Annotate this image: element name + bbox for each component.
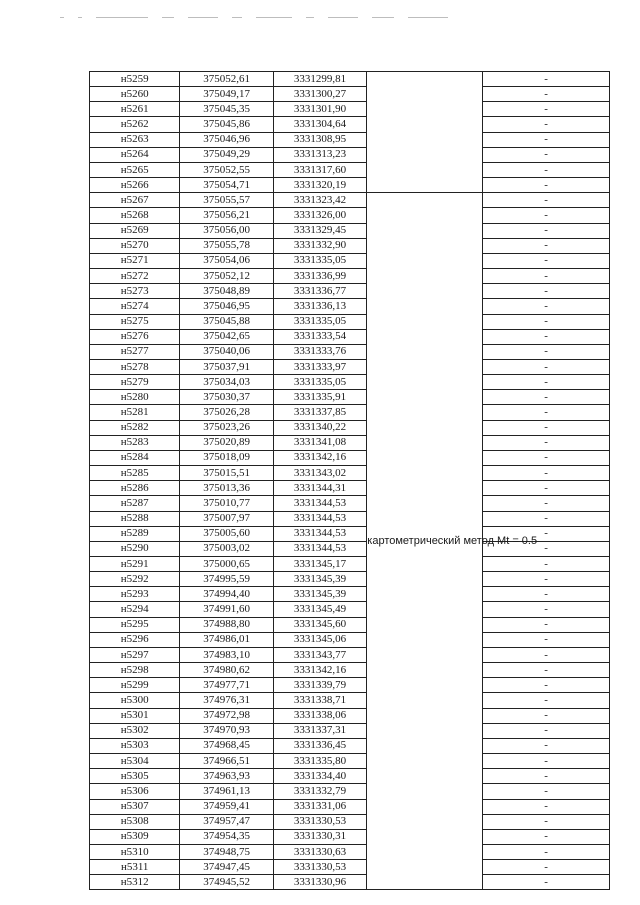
point-id-cell: н5298 <box>90 663 180 678</box>
y-coordinate-cell: 3331345,17 <box>273 557 366 572</box>
table-row <box>90 329 610 344</box>
y-coordinate-cell: 3331333,54 <box>273 329 366 344</box>
note-cell: - <box>483 799 610 814</box>
note-cell: - <box>483 754 610 769</box>
x-coordinate-cell: 375046,96 <box>180 132 273 147</box>
point-id-cell: н5300 <box>90 693 180 708</box>
table-row <box>90 754 610 769</box>
x-coordinate-cell: 375015,51 <box>180 466 273 481</box>
point-id-cell: н5306 <box>90 784 180 799</box>
y-coordinate-cell: 3331330,96 <box>273 875 366 890</box>
table-row <box>90 557 610 572</box>
table-row <box>90 769 610 784</box>
note-cell: - <box>483 223 610 238</box>
table-row <box>90 511 610 526</box>
table-row <box>90 844 610 859</box>
point-id-cell: н5268 <box>90 208 180 223</box>
y-coordinate-cell: 3331301,90 <box>273 102 366 117</box>
y-coordinate-cell: 3331344,53 <box>273 496 366 511</box>
table-row <box>90 496 610 511</box>
table-row <box>90 147 610 162</box>
x-coordinate-cell: 375042,65 <box>180 329 273 344</box>
table-row <box>90 253 610 268</box>
table-row <box>90 87 610 102</box>
y-coordinate-cell: 3331304,64 <box>273 117 366 132</box>
note-cell: - <box>483 375 610 390</box>
note-cell: - <box>483 617 610 632</box>
point-id-cell: н5312 <box>90 875 180 890</box>
table-row <box>90 299 610 314</box>
note-cell: - <box>483 693 610 708</box>
note-cell: - <box>483 738 610 753</box>
point-id-cell: н5260 <box>90 87 180 102</box>
note-cell: - <box>483 405 610 420</box>
note-cell: - <box>483 814 610 829</box>
y-coordinate-cell: 3331308,95 <box>273 132 366 147</box>
note-cell: - <box>483 572 610 587</box>
x-coordinate-cell: 374961,13 <box>180 784 273 799</box>
table-row <box>90 375 610 390</box>
point-id-cell: н5279 <box>90 375 180 390</box>
note-cell: - <box>483 238 610 253</box>
table-row <box>90 102 610 117</box>
y-coordinate-cell: 3331330,63 <box>273 844 366 859</box>
point-id-cell: н5295 <box>90 617 180 632</box>
point-id-cell: н5311 <box>90 860 180 875</box>
table-row <box>90 238 610 253</box>
table-row <box>90 117 610 132</box>
note-cell: - <box>483 647 610 662</box>
table-row <box>90 162 610 177</box>
table-row <box>90 193 610 208</box>
y-coordinate-cell: 3331335,05 <box>273 253 366 268</box>
point-id-cell: н5299 <box>90 678 180 693</box>
y-coordinate-cell: 3331333,97 <box>273 359 366 374</box>
x-coordinate-cell: 374995,59 <box>180 572 273 587</box>
point-id-cell: н5277 <box>90 344 180 359</box>
note-cell: - <box>483 253 610 268</box>
scan-header-artifact <box>60 8 580 14</box>
y-coordinate-cell: 3331336,45 <box>273 738 366 753</box>
x-coordinate-cell: 375037,91 <box>180 359 273 374</box>
table-row <box>90 572 610 587</box>
x-coordinate-cell: 374963,93 <box>180 769 273 784</box>
point-id-cell: н5287 <box>90 496 180 511</box>
table-row <box>90 466 610 481</box>
y-coordinate-cell: 3331345,60 <box>273 617 366 632</box>
table-row <box>90 814 610 829</box>
note-cell: - <box>483 284 610 299</box>
y-coordinate-cell: 3331300,27 <box>273 87 366 102</box>
x-coordinate-cell: 374945,52 <box>180 875 273 890</box>
x-coordinate-cell: 374948,75 <box>180 844 273 859</box>
coordinates-table <box>89 71 610 890</box>
y-coordinate-cell: 3331326,00 <box>273 208 366 223</box>
table-row <box>90 647 610 662</box>
method-cell: картометрический метод Mt = 0.5 <box>367 193 483 890</box>
y-coordinate-cell: 3331335,05 <box>273 375 366 390</box>
x-coordinate-cell: 375052,55 <box>180 162 273 177</box>
y-coordinate-cell: 3331331,06 <box>273 799 366 814</box>
table-row <box>90 587 610 602</box>
point-id-cell: н5285 <box>90 466 180 481</box>
table-row <box>90 860 610 875</box>
x-coordinate-cell: 374968,45 <box>180 738 273 753</box>
note-cell: - <box>483 117 610 132</box>
table-row <box>90 632 610 647</box>
point-id-cell: н5303 <box>90 738 180 753</box>
note-cell: - <box>483 208 610 223</box>
point-id-cell: н5289 <box>90 526 180 541</box>
table-row <box>90 405 610 420</box>
x-coordinate-cell: 375005,60 <box>180 526 273 541</box>
table-row <box>90 602 610 617</box>
y-coordinate-cell: 3331344,53 <box>273 526 366 541</box>
x-coordinate-cell: 375052,61 <box>180 72 273 87</box>
note-cell: - <box>483 511 610 526</box>
x-coordinate-cell: 374988,80 <box>180 617 273 632</box>
y-coordinate-cell: 3331342,16 <box>273 450 366 465</box>
point-id-cell: н5276 <box>90 329 180 344</box>
y-coordinate-cell: 3331336,77 <box>273 284 366 299</box>
point-id-cell: н5265 <box>90 162 180 177</box>
y-coordinate-cell: 3331336,13 <box>273 299 366 314</box>
point-id-cell: н5305 <box>90 769 180 784</box>
y-coordinate-cell: 3331337,31 <box>273 723 366 738</box>
x-coordinate-cell: 374970,93 <box>180 723 273 738</box>
table-row <box>90 284 610 299</box>
table-row <box>90 390 610 405</box>
x-coordinate-cell: 375055,78 <box>180 238 273 253</box>
table-row <box>90 799 610 814</box>
point-id-cell: н5310 <box>90 844 180 859</box>
y-coordinate-cell: 3331329,45 <box>273 223 366 238</box>
y-coordinate-cell: 3331339,79 <box>273 678 366 693</box>
point-id-cell: н5272 <box>90 269 180 284</box>
x-coordinate-cell: 375056,00 <box>180 223 273 238</box>
note-cell: - <box>483 269 610 284</box>
point-id-cell: н5264 <box>90 147 180 162</box>
point-id-cell: н5294 <box>90 602 180 617</box>
note-cell: - <box>483 829 610 844</box>
x-coordinate-cell: 375045,35 <box>180 102 273 117</box>
x-coordinate-cell: 374954,35 <box>180 829 273 844</box>
x-coordinate-cell: 374986,01 <box>180 632 273 647</box>
note-cell: - <box>483 178 610 193</box>
y-coordinate-cell: 3331317,60 <box>273 162 366 177</box>
table-row <box>90 663 610 678</box>
point-id-cell: н5262 <box>90 117 180 132</box>
table-row <box>90 678 610 693</box>
point-id-cell: н5275 <box>90 314 180 329</box>
note-cell: - <box>483 784 610 799</box>
point-id-cell: н5309 <box>90 829 180 844</box>
note-cell: - <box>483 87 610 102</box>
x-coordinate-cell: 375023,26 <box>180 420 273 435</box>
x-coordinate-cell: 375046,95 <box>180 299 273 314</box>
y-coordinate-cell: 3331336,99 <box>273 269 366 284</box>
table-row <box>90 435 610 450</box>
point-id-cell: н5290 <box>90 541 180 556</box>
note-cell: - <box>483 132 610 147</box>
table-row <box>90 269 610 284</box>
y-coordinate-cell: 3331344,53 <box>273 541 366 556</box>
note-cell: - <box>483 102 610 117</box>
point-id-cell: н5293 <box>90 587 180 602</box>
x-coordinate-cell: 374959,41 <box>180 799 273 814</box>
x-coordinate-cell: 375020,89 <box>180 435 273 450</box>
point-id-cell: н5291 <box>90 557 180 572</box>
point-id-cell: н5284 <box>90 450 180 465</box>
y-coordinate-cell: 3331330,53 <box>273 860 366 875</box>
table-row <box>90 132 610 147</box>
table-row <box>90 693 610 708</box>
table-row <box>90 708 610 723</box>
note-cell: - <box>483 299 610 314</box>
table-row <box>90 829 610 844</box>
table-row <box>90 178 610 193</box>
x-coordinate-cell: 375040,06 <box>180 344 273 359</box>
note-cell: - <box>483 708 610 723</box>
point-id-cell: н5266 <box>90 178 180 193</box>
point-id-cell: н5274 <box>90 299 180 314</box>
note-cell: - <box>483 481 610 496</box>
x-coordinate-cell: 374994,40 <box>180 587 273 602</box>
x-coordinate-cell: 374977,71 <box>180 678 273 693</box>
x-coordinate-cell: 375049,17 <box>180 87 273 102</box>
point-id-cell: н5282 <box>90 420 180 435</box>
x-coordinate-cell: 374980,62 <box>180 663 273 678</box>
table-row <box>90 344 610 359</box>
x-coordinate-cell: 374976,31 <box>180 693 273 708</box>
y-coordinate-cell: 3331334,40 <box>273 769 366 784</box>
note-cell: - <box>483 526 610 541</box>
note-cell: - <box>483 359 610 374</box>
table-row <box>90 208 610 223</box>
y-coordinate-cell: 3331320,19 <box>273 178 366 193</box>
y-coordinate-cell: 3331344,31 <box>273 481 366 496</box>
point-id-cell: н5259 <box>90 72 180 87</box>
table-row <box>90 450 610 465</box>
x-coordinate-cell: 375049,29 <box>180 147 273 162</box>
x-coordinate-cell: 375054,71 <box>180 178 273 193</box>
x-coordinate-cell: 375013,36 <box>180 481 273 496</box>
point-id-cell: н5280 <box>90 390 180 405</box>
note-cell: - <box>483 450 610 465</box>
y-coordinate-cell: 3331344,53 <box>273 511 366 526</box>
y-coordinate-cell: 3331332,90 <box>273 238 366 253</box>
note-cell: - <box>483 663 610 678</box>
x-coordinate-cell: 374983,10 <box>180 647 273 662</box>
x-coordinate-cell: 375054,06 <box>180 253 273 268</box>
note-cell: - <box>483 147 610 162</box>
x-coordinate-cell: 375030,37 <box>180 390 273 405</box>
x-coordinate-cell: 375034,03 <box>180 375 273 390</box>
table-row <box>90 420 610 435</box>
x-coordinate-cell: 375003,02 <box>180 541 273 556</box>
x-coordinate-cell: 375045,88 <box>180 314 273 329</box>
point-id-cell: н5263 <box>90 132 180 147</box>
table-row <box>90 359 610 374</box>
point-id-cell: н5281 <box>90 405 180 420</box>
y-coordinate-cell: 3331335,80 <box>273 754 366 769</box>
note-cell: - <box>483 466 610 481</box>
note-cell: - <box>483 390 610 405</box>
point-id-cell: н5261 <box>90 102 180 117</box>
note-cell: - <box>483 314 610 329</box>
table-row <box>90 784 610 799</box>
note-cell: - <box>483 435 610 450</box>
point-id-cell: н5269 <box>90 223 180 238</box>
y-coordinate-cell: 3331330,31 <box>273 829 366 844</box>
y-coordinate-cell: 3331333,76 <box>273 344 366 359</box>
y-coordinate-cell: 3331343,77 <box>273 647 366 662</box>
point-id-cell: н5283 <box>90 435 180 450</box>
point-id-cell: н5271 <box>90 253 180 268</box>
y-coordinate-cell: 3331342,16 <box>273 663 366 678</box>
note-cell: - <box>483 678 610 693</box>
note-cell: - <box>483 162 610 177</box>
note-cell: - <box>483 875 610 890</box>
table-row <box>90 72 610 87</box>
x-coordinate-cell: 375045,86 <box>180 117 273 132</box>
method-cell-empty <box>367 72 483 193</box>
x-coordinate-cell: 375055,57 <box>180 193 273 208</box>
note-cell: - <box>483 344 610 359</box>
table-row <box>90 223 610 238</box>
y-coordinate-cell: 3331323,42 <box>273 193 366 208</box>
x-coordinate-cell: 375007,97 <box>180 511 273 526</box>
x-coordinate-cell: 374957,47 <box>180 814 273 829</box>
point-id-cell: н5273 <box>90 284 180 299</box>
x-coordinate-cell: 374947,45 <box>180 860 273 875</box>
y-coordinate-cell: 3331337,85 <box>273 405 366 420</box>
table-row <box>90 314 610 329</box>
table-row <box>90 738 610 753</box>
point-id-cell: н5270 <box>90 238 180 253</box>
note-cell: - <box>483 723 610 738</box>
y-coordinate-cell: 3331340,22 <box>273 420 366 435</box>
point-id-cell: н5286 <box>90 481 180 496</box>
table-row <box>90 481 610 496</box>
y-coordinate-cell: 3331335,91 <box>273 390 366 405</box>
table-row <box>90 875 610 890</box>
y-coordinate-cell: 3331345,06 <box>273 632 366 647</box>
note-cell: - <box>483 72 610 87</box>
y-coordinate-cell: 3331345,39 <box>273 572 366 587</box>
table-row <box>90 723 610 738</box>
y-coordinate-cell: 3331330,53 <box>273 814 366 829</box>
point-id-cell: н5307 <box>90 799 180 814</box>
y-coordinate-cell: 3331338,06 <box>273 708 366 723</box>
note-cell: - <box>483 860 610 875</box>
y-coordinate-cell: 3331341,08 <box>273 435 366 450</box>
point-id-cell: н5267 <box>90 193 180 208</box>
point-id-cell: н5302 <box>90 723 180 738</box>
x-coordinate-cell: 374972,98 <box>180 708 273 723</box>
x-coordinate-cell: 375048,89 <box>180 284 273 299</box>
x-coordinate-cell: 374966,51 <box>180 754 273 769</box>
y-coordinate-cell: 3331299,81 <box>273 72 366 87</box>
x-coordinate-cell: 375018,09 <box>180 450 273 465</box>
y-coordinate-cell: 3331345,39 <box>273 587 366 602</box>
y-coordinate-cell: 3331338,71 <box>273 693 366 708</box>
point-id-cell: н5292 <box>90 572 180 587</box>
x-coordinate-cell: 375056,21 <box>180 208 273 223</box>
y-coordinate-cell: 3331335,05 <box>273 314 366 329</box>
point-id-cell: н5297 <box>90 647 180 662</box>
note-cell: - <box>483 541 610 556</box>
note-cell: - <box>483 587 610 602</box>
y-coordinate-cell: 3331313,23 <box>273 147 366 162</box>
note-cell: - <box>483 769 610 784</box>
point-id-cell: н5301 <box>90 708 180 723</box>
table-row <box>90 617 610 632</box>
note-cell: - <box>483 632 610 647</box>
note-cell: - <box>483 420 610 435</box>
point-id-cell: н5308 <box>90 814 180 829</box>
note-cell: - <box>483 602 610 617</box>
point-id-cell: н5296 <box>90 632 180 647</box>
note-cell: - <box>483 844 610 859</box>
note-cell: - <box>483 193 610 208</box>
y-coordinate-cell: 3331332,79 <box>273 784 366 799</box>
x-coordinate-cell: 374991,60 <box>180 602 273 617</box>
note-cell: - <box>483 557 610 572</box>
point-id-cell: н5304 <box>90 754 180 769</box>
note-cell: - <box>483 329 610 344</box>
y-coordinate-cell: 3331345,49 <box>273 602 366 617</box>
x-coordinate-cell: 375052,12 <box>180 269 273 284</box>
point-id-cell: н5288 <box>90 511 180 526</box>
note-cell: - <box>483 496 610 511</box>
x-coordinate-cell: 375026,28 <box>180 405 273 420</box>
x-coordinate-cell: 375000,65 <box>180 557 273 572</box>
y-coordinate-cell: 3331343,02 <box>273 466 366 481</box>
point-id-cell: н5278 <box>90 359 180 374</box>
x-coordinate-cell: 375010,77 <box>180 496 273 511</box>
